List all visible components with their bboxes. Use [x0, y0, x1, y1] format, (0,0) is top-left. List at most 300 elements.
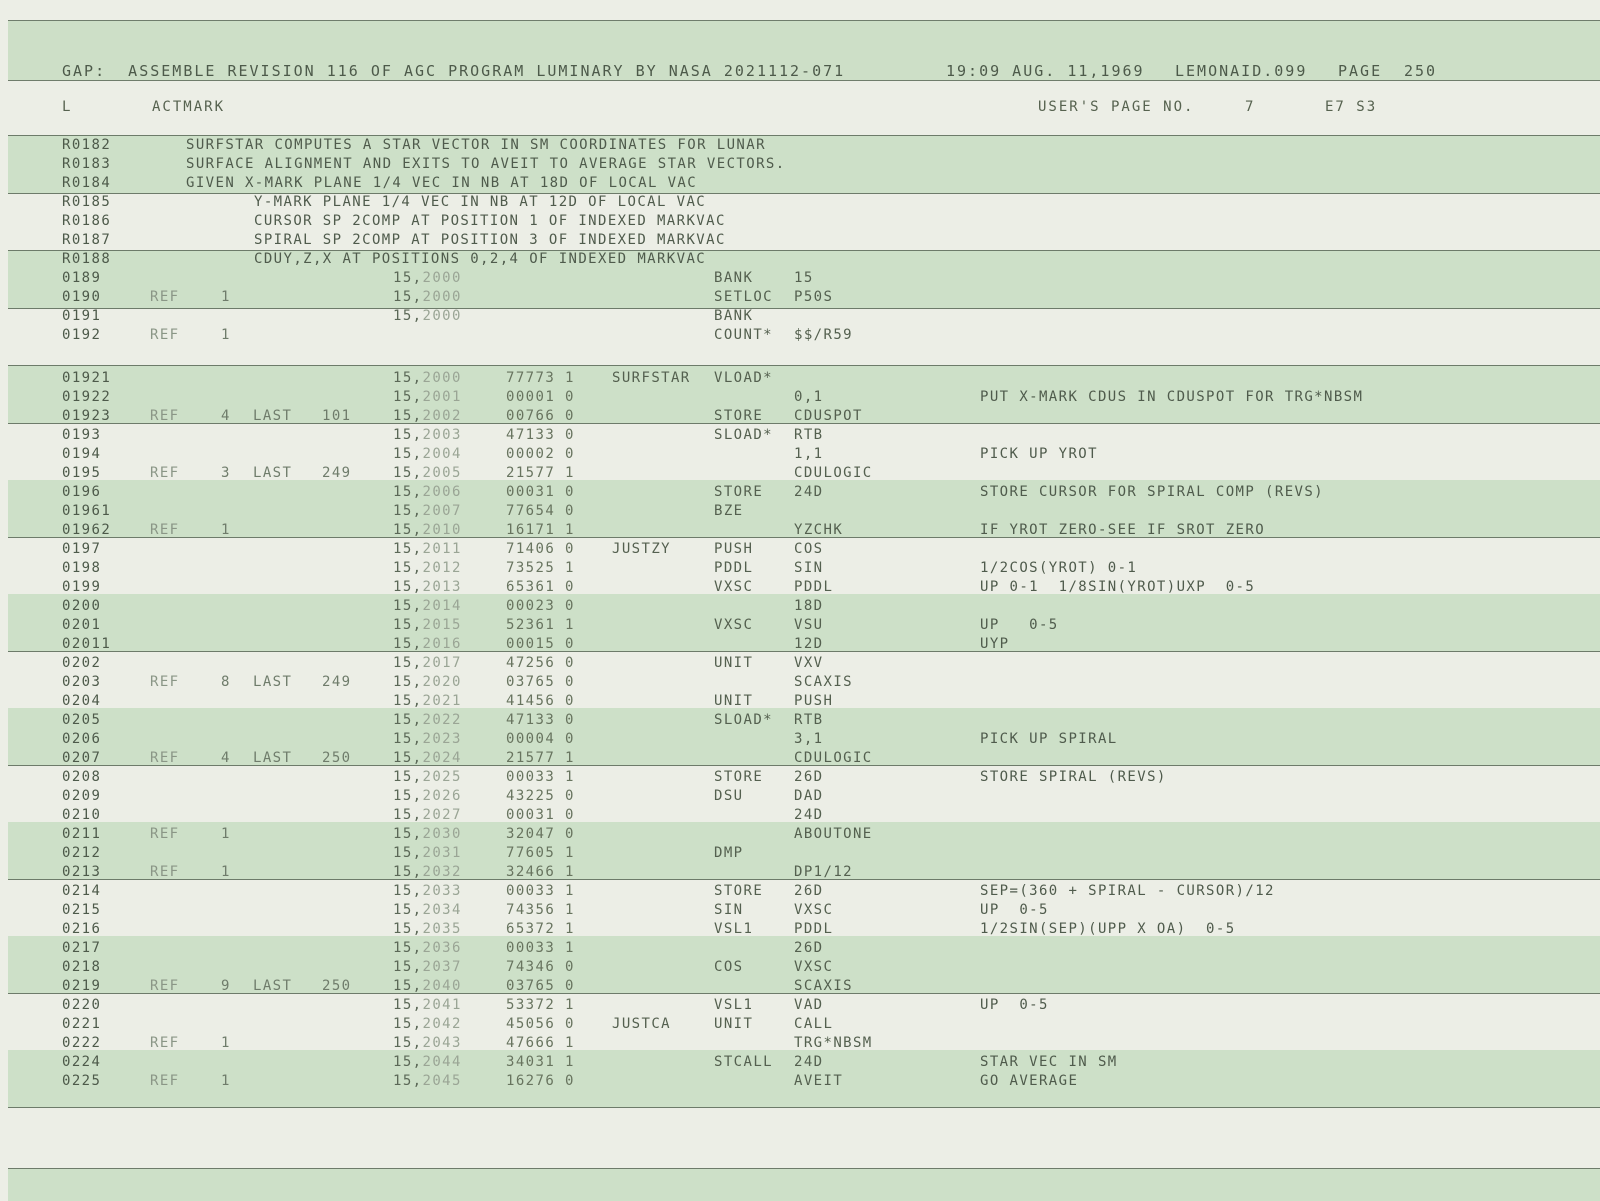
line-number: 0212: [62, 845, 102, 861]
bank-number: 15,: [393, 541, 423, 557]
line-number: 0198: [62, 560, 102, 576]
address-offset: 2022: [422, 712, 462, 728]
bank-address: [393, 826, 462, 842]
listing-row: [0, 1054, 1600, 1073]
line-number: 0216: [62, 921, 102, 937]
line-comment: 1/2COS(YROT) 0-1: [980, 560, 1138, 576]
page-label: PAGE: [1338, 62, 1383, 80]
line-number: 0222: [62, 1035, 102, 1051]
bank-address: [393, 503, 462, 519]
line-number: 0213: [62, 864, 102, 880]
bank-number: 15,: [393, 522, 423, 538]
address-offset: 2004: [422, 446, 462, 462]
octal-word: 00033 1: [506, 883, 575, 899]
octal-word: 45056 0: [506, 1016, 575, 1032]
comment-line: [0, 137, 1600, 156]
bank-address: [393, 560, 462, 576]
line-comment: GO AVERAGE: [980, 1073, 1079, 1089]
last-page: 249: [322, 465, 352, 481]
operand: 15: [794, 270, 814, 286]
line-number: 0202: [62, 655, 102, 671]
octal-word: 73525 1: [506, 560, 575, 576]
address-offset: 2000: [422, 308, 462, 324]
bank-number: 15,: [393, 750, 423, 766]
line-number: 0209: [62, 788, 102, 804]
line-comment: UP 0-5: [980, 617, 1059, 633]
comment-text: CDUY,Z,X AT POSITIONS 0,2,4 OF INDEXED MARKVAC: [254, 251, 707, 267]
line-number: 01922: [62, 389, 112, 405]
last-page: 249: [322, 674, 352, 690]
listing-row: [0, 503, 1600, 522]
ref-count: 1: [221, 1035, 231, 1051]
line-number: 0200: [62, 598, 102, 614]
symbol-label: SURFSTAR: [612, 370, 691, 386]
ref-count: 9: [221, 978, 231, 994]
comment-line: [0, 213, 1600, 232]
bank-number: 15,: [393, 503, 423, 519]
listing-row: [0, 864, 1600, 883]
ref-keyword: REF: [150, 289, 180, 305]
ref-keyword: REF: [150, 826, 180, 842]
operand: CDUSPOT: [794, 408, 863, 424]
operand: 3,1: [794, 731, 824, 747]
bank-address: [393, 1035, 462, 1051]
octal-word: 00002 0: [506, 446, 575, 462]
listing-row: [0, 921, 1600, 940]
bank-address: [393, 484, 462, 500]
listing-row: [0, 826, 1600, 845]
line-number: 0219: [62, 978, 102, 994]
bank-address: [393, 712, 462, 728]
address-offset: 2030: [422, 826, 462, 842]
opcode: SETLOC: [714, 289, 773, 305]
line-comment: STORE CURSOR FOR SPIRAL COMP (REVS): [980, 484, 1325, 500]
address-offset: 2027: [422, 807, 462, 823]
bank-number: 15,: [393, 408, 423, 424]
ref-count: 1: [221, 522, 231, 538]
line-number: 0207: [62, 750, 102, 766]
line-number: 01923: [62, 408, 112, 424]
octal-word: 34031 1: [506, 1054, 575, 1070]
bank-address: [393, 845, 462, 861]
address-offset: 2035: [422, 921, 462, 937]
octal-word: 16171 1: [506, 522, 575, 538]
line-number: 0192: [62, 327, 102, 343]
bank-address: [393, 864, 462, 880]
address-offset: 2006: [422, 484, 462, 500]
listing-row: [0, 959, 1600, 978]
octal-word: 53372 1: [506, 997, 575, 1013]
listing-row: [0, 427, 1600, 446]
line-number: R0182: [62, 137, 112, 153]
octal-word: 74356 1: [506, 902, 575, 918]
opcode: VLOAD*: [714, 370, 773, 386]
bank-address: [393, 1054, 462, 1070]
opcode: SLOAD*: [714, 427, 773, 443]
line-number: 0189: [62, 270, 102, 286]
operand: PDDL: [794, 921, 834, 937]
opcode: SLOAD*: [714, 712, 773, 728]
opcode: PUSH: [714, 541, 754, 557]
listing-row: [0, 845, 1600, 864]
listing-row: [0, 446, 1600, 465]
last-keyword: LAST: [253, 750, 293, 766]
bank-address: [393, 750, 462, 766]
address-offset: 2025: [422, 769, 462, 785]
comment-line: [0, 251, 1600, 270]
bank-number: 15,: [393, 289, 423, 305]
bank-number: 15,: [393, 921, 423, 937]
ref-keyword: REF: [150, 1073, 180, 1089]
symbol-label: JUSTZY: [612, 541, 671, 557]
operand: COS: [794, 541, 824, 557]
bank-number: 15,: [393, 270, 423, 286]
bank-number: 15,: [393, 693, 423, 709]
line-number: 0218: [62, 959, 102, 975]
bank-number: 15,: [393, 1073, 423, 1089]
operand: TRG*NBSM: [794, 1035, 873, 1051]
line-number: R0185: [62, 194, 112, 210]
octal-word: 77773 1: [506, 370, 575, 386]
line-number: 0215: [62, 902, 102, 918]
users-page-number: 7: [1245, 99, 1256, 115]
bank-address: [393, 389, 462, 405]
octal-word: 00031 0: [506, 807, 575, 823]
bank-number: 15,: [393, 427, 423, 443]
listing-row: [0, 289, 1600, 308]
line-number: 0190: [62, 289, 102, 305]
line-number: 01961: [62, 503, 112, 519]
line-number: 0191: [62, 308, 102, 324]
ref-keyword: REF: [150, 327, 180, 343]
operand: VAD: [794, 997, 824, 1013]
octal-word: 00001 0: [506, 389, 575, 405]
address-offset: 2033: [422, 883, 462, 899]
bank-number: 15,: [393, 902, 423, 918]
opcode: UNIT: [714, 693, 754, 709]
listing-row: [0, 270, 1600, 289]
listing-row: [0, 541, 1600, 560]
listing-row: [0, 902, 1600, 921]
opcode: DSU: [714, 788, 744, 804]
bank-number: 15,: [393, 769, 423, 785]
address-offset: 2010: [422, 522, 462, 538]
address-offset: 2034: [422, 902, 462, 918]
line-number: R0187: [62, 232, 112, 248]
system-name: LEMONAID.099: [1175, 62, 1308, 80]
users-page-label: USER'S PAGE NO.: [1038, 99, 1195, 115]
line-number: 0195: [62, 465, 102, 481]
operand: 24D: [794, 807, 824, 823]
opcode: BANK: [714, 308, 754, 324]
octal-word: 03765 0: [506, 978, 575, 994]
operand: PUSH: [794, 693, 834, 709]
octal-word: 00015 0: [506, 636, 575, 652]
bank-number: 15,: [393, 370, 423, 386]
listing-row: [0, 327, 1600, 346]
listing-row: [0, 1035, 1600, 1054]
bank-number: 15,: [393, 617, 423, 633]
listing-row: [0, 598, 1600, 617]
opcode: SIN: [714, 902, 744, 918]
octal-word: 47666 1: [506, 1035, 575, 1051]
line-number: 01962: [62, 522, 112, 538]
line-number: R0186: [62, 213, 112, 229]
address-offset: 2037: [422, 959, 462, 975]
octal-word: 00023 0: [506, 598, 575, 614]
bank-address: [393, 465, 462, 481]
footer-band: [8, 1168, 1600, 1201]
operand: 12D: [794, 636, 824, 652]
operand: $$/R59: [794, 327, 853, 343]
ref-count: 1: [221, 289, 231, 305]
bank-number: 15,: [393, 712, 423, 728]
bank-number: 15,: [393, 598, 423, 614]
bank-number: 15,: [393, 997, 423, 1013]
line-comment: PICK UP YROT: [980, 446, 1098, 462]
operand: CDULOGIC: [794, 465, 873, 481]
octal-word: 65372 1: [506, 921, 575, 937]
address-offset: 2012: [422, 560, 462, 576]
bank-number: 15,: [393, 465, 423, 481]
line-comment: UP 0-1 1/8SIN(YROT)UXP 0-5: [980, 579, 1256, 595]
address-offset: 2024: [422, 750, 462, 766]
bank-address: [393, 408, 462, 424]
bank-address: [393, 693, 462, 709]
operand: AVEIT: [794, 1073, 844, 1089]
opcode: VSL1: [714, 997, 754, 1013]
address-offset: 2021: [422, 693, 462, 709]
octal-word: 00033 1: [506, 940, 575, 956]
assembly-header: GAP: ASSEMBLE REVISION 116 OF AGC PROGRAM LUMINARY BY NASA 2021112-071: [62, 62, 846, 80]
line-comment: 1/2SIN(SEP)(UPP X OA) 0-5: [980, 921, 1236, 937]
bank-number: 15,: [393, 636, 423, 652]
address-offset: 2001: [422, 389, 462, 405]
last-page: 101: [322, 408, 352, 424]
bank-address: [393, 921, 462, 937]
bank-address: [393, 636, 462, 652]
opcode: DMP: [714, 845, 744, 861]
comment-text: SURFACE ALIGNMENT AND EXITS TO AVEIT TO AVERAGE STAR VECTORS.: [186, 156, 786, 172]
bank-address: [393, 370, 462, 386]
bank-address: [393, 883, 462, 899]
comment-line: [0, 194, 1600, 213]
operand: 24D: [794, 1054, 824, 1070]
line-number: 0204: [62, 693, 102, 709]
ref-keyword: REF: [150, 674, 180, 690]
bank-address: [393, 997, 462, 1013]
last-keyword: LAST: [253, 978, 293, 994]
address-offset: 2016: [422, 636, 462, 652]
line-comment: UP 0-5: [980, 902, 1049, 918]
listing-row: [0, 883, 1600, 902]
operand: DP1/12: [794, 864, 853, 880]
octal-word: 00766 0: [506, 408, 575, 424]
opcode: BZE: [714, 503, 744, 519]
octal-word: 52361 1: [506, 617, 575, 633]
listing-row: [0, 693, 1600, 712]
opcode: STORE: [714, 408, 764, 424]
address-offset: 2015: [422, 617, 462, 633]
last-page: 250: [322, 750, 352, 766]
line-number: 0201: [62, 617, 102, 633]
line-number: 0224: [62, 1054, 102, 1070]
address-offset: 2003: [422, 427, 462, 443]
bank-address: [393, 978, 462, 994]
bank-address: [393, 427, 462, 443]
bank-address: [393, 731, 462, 747]
rule: [8, 1107, 1600, 1108]
address-offset: 2002: [422, 408, 462, 424]
octal-word: 74346 0: [506, 959, 575, 975]
operand: PDDL: [794, 579, 834, 595]
comment-text: Y-MARK PLANE 1/4 VEC IN NB AT 12D OF LOCAL VAC: [254, 194, 707, 210]
bank-address: [393, 674, 462, 690]
comment-line: [0, 175, 1600, 194]
log-type: L: [62, 99, 73, 115]
opcode: STCALL: [714, 1054, 773, 1070]
listing-row: [0, 408, 1600, 427]
line-number: 0206: [62, 731, 102, 747]
line-comment: UYP: [980, 636, 1010, 652]
address-offset: 2014: [422, 598, 462, 614]
opcode: UNIT: [714, 1016, 754, 1032]
last-keyword: LAST: [253, 674, 293, 690]
address-offset: 2032: [422, 864, 462, 880]
line-number: R0188: [62, 251, 112, 267]
bank-address: [393, 446, 462, 462]
address-offset: 2007: [422, 503, 462, 519]
address-offset: 2020: [422, 674, 462, 690]
operand: SCAXIS: [794, 674, 853, 690]
operand: RTB: [794, 712, 824, 728]
address-offset: 2031: [422, 845, 462, 861]
bank-number: 15,: [393, 1054, 423, 1070]
ref-keyword: REF: [150, 750, 180, 766]
address-offset: 2005: [422, 465, 462, 481]
line-number: 0196: [62, 484, 102, 500]
bank-address: [393, 522, 462, 538]
listing-row: [0, 788, 1600, 807]
operand: VXSC: [794, 902, 834, 918]
octal-word: 77654 0: [506, 503, 575, 519]
octal-word: 41456 0: [506, 693, 575, 709]
comment-text: GIVEN X-MARK PLANE 1/4 VEC IN NB AT 18D OF LOCAL VAC: [186, 175, 698, 191]
address-offset: 2000: [422, 270, 462, 286]
ref-count: 3: [221, 465, 231, 481]
listing-row: [0, 522, 1600, 541]
listing-row: [0, 389, 1600, 408]
ref-keyword: REF: [150, 408, 180, 424]
line-number: R0184: [62, 175, 112, 191]
operand: 26D: [794, 769, 824, 785]
bank-number: 15,: [393, 484, 423, 500]
line-comment: UP 0-5: [980, 997, 1049, 1013]
bank-number: 15,: [393, 579, 423, 595]
line-number: 0221: [62, 1016, 102, 1032]
octal-word: 47256 0: [506, 655, 575, 671]
operand: DAD: [794, 788, 824, 804]
operand: YZCHK: [794, 522, 844, 538]
bank-address: [393, 541, 462, 557]
operand: SIN: [794, 560, 824, 576]
octal-word: 32047 0: [506, 826, 575, 842]
octal-word: 03765 0: [506, 674, 575, 690]
operand: 24D: [794, 484, 824, 500]
bank-number: 15,: [393, 864, 423, 880]
ref-count: 1: [221, 826, 231, 842]
address-offset: 2026: [422, 788, 462, 804]
ref-keyword: REF: [150, 1035, 180, 1051]
bank-number: 15,: [393, 959, 423, 975]
line-number: 0193: [62, 427, 102, 443]
comment-line: [0, 156, 1600, 175]
bank-address: [393, 940, 462, 956]
operand: RTB: [794, 427, 824, 443]
timestamp: 19:09 AUG. 11,1969: [946, 62, 1145, 80]
log-section-name: ACTMARK: [152, 99, 226, 115]
listing-row: [0, 1073, 1600, 1092]
bank-number: 15,: [393, 731, 423, 747]
opcode: BANK: [714, 270, 754, 286]
bank-number: 15,: [393, 1016, 423, 1032]
listing-row: [0, 807, 1600, 826]
opcode: UNIT: [714, 655, 754, 671]
section-ref: E7 S3: [1325, 99, 1378, 115]
line-number: 01921: [62, 370, 112, 386]
operand: CDULOGIC: [794, 750, 873, 766]
bank-number: 15,: [393, 560, 423, 576]
listing-row: [0, 731, 1600, 750]
operand: 26D: [794, 940, 824, 956]
line-number: 0194: [62, 446, 102, 462]
octal-word: 16276 0: [506, 1073, 575, 1089]
bank-address: [393, 579, 462, 595]
symbol-label: JUSTCA: [612, 1016, 671, 1032]
operand: SCAXIS: [794, 978, 853, 994]
address-offset: 2011: [422, 541, 462, 557]
listing-row: [0, 712, 1600, 731]
octal-word: 47133 0: [506, 427, 575, 443]
line-comment: PUT X-MARK CDUS IN CDUSPOT FOR TRG*NBSM: [980, 389, 1364, 405]
bank-address: [393, 902, 462, 918]
ref-keyword: REF: [150, 465, 180, 481]
bank-address: [393, 769, 462, 785]
operand: CALL: [794, 1016, 834, 1032]
last-page: 250: [322, 978, 352, 994]
address-offset: 2036: [422, 940, 462, 956]
line-number: R0183: [62, 156, 112, 172]
bank-number: 15,: [393, 1035, 423, 1051]
bank-address: [393, 289, 462, 305]
line-number: 0203: [62, 674, 102, 690]
listing-row: [0, 674, 1600, 693]
line-number: 0210: [62, 807, 102, 823]
bank-number: 15,: [393, 826, 423, 842]
comment-text: SURFSTAR COMPUTES A STAR VECTOR IN SM COORDINATES FOR LUNAR: [186, 137, 766, 153]
opcode: STORE: [714, 484, 764, 500]
opcode: STORE: [714, 769, 764, 785]
address-offset: 2043: [422, 1035, 462, 1051]
listing-row: [0, 579, 1600, 598]
line-comment: STORE SPIRAL (REVS): [980, 769, 1167, 785]
octal-word: 21577 1: [506, 750, 575, 766]
line-number: 0208: [62, 769, 102, 785]
opcode: COS: [714, 959, 744, 975]
line-number: 02011: [62, 636, 112, 652]
bank-address: [393, 788, 462, 804]
listing-row: [0, 655, 1600, 674]
